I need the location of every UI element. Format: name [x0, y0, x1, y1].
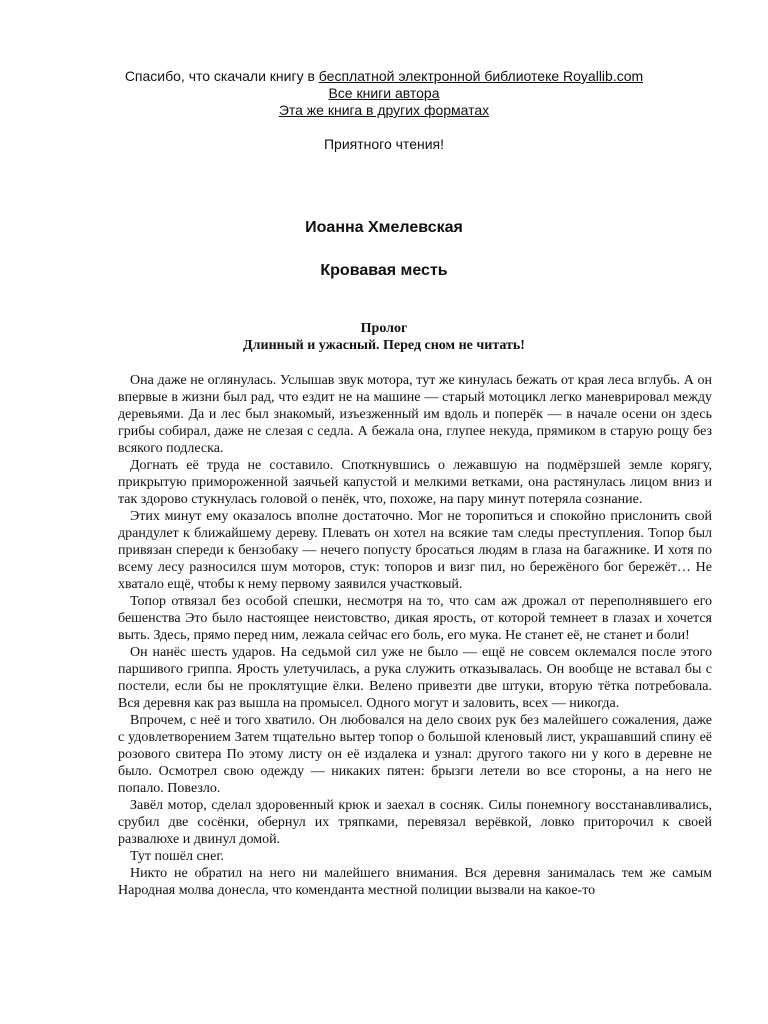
paragraph: Тут пошёл снег. [130, 849, 225, 864]
library-link[interactable]: бесплатной электронной библиотеке Royallib.com [318, 68, 644, 84]
download-header [0, 68, 768, 119]
paragraph: Она даже не оглянулась. Услышав звук мотора, тут же кинулась бежать от края леса вглубь. А он впервые в жизни был рад, что ездит не на машине — старый мотоцикл легко маневрировал между деревьями. Да и лес был знакомый, изъезженный им вдоль и поперёк — в начале осени он здесь грибы собирал, даже не слезая с седла. А бежала она, глупее некуда, прямиком в старую рощу без всякого подлеска. [118, 373, 712, 456]
paragraph: Топор отвязал без особой спешки, несмотря на то, что сам аж дрожал от переполнявшего его бешенства Это было настоящее неистовство, дикая ярость, от которой темнеет в глазах и хочется выть. Здесь, прямо перед ним, лежала сейчас его боль, его мука. Не станет её, не станет и боли! [118, 594, 712, 643]
paragraph: Впрочем, с неё и того хватило. Он любовался на дело своих рук без малейшего сожаления, даже с удовлетворением Затем тщательно вытер топор о большой кленовый лист, украшавший спину её розового свитера По этому листу он её издалека и узнал: другого такого ни у кого в деревне не было. Осмотрел свою одежду — никаких пятен: брызги летели во все стороны, а на него не попало. Повезло. [118, 713, 712, 796]
paragraph: Он нанёс шесть ударов. На седьмой сил уже не было — ещё не совсем оклемался после этого паршивого гриппа. Ярость улетучилась, а рука служить отказывалась. Он вообще не вставал бы с постели, если бы не проклятущие ёлки. Велено привезти две штуки, вторую тётка потребовала. Вся деревня как раз вышла на промысел. Одного могут и заловить, всех — никогда. [118, 645, 712, 711]
thanks-text: Спасибо, что скачали книгу в [124, 68, 319, 84]
section-title: Пролог [360, 321, 408, 336]
greeting-text: Приятного чтения! [323, 136, 444, 152]
body-text [118, 372, 712, 899]
paragraph: Никто не обратил на него ни малейшего внимания. Вся деревня занималась тем же самым Народная молва донесла, что коменданта местной полиции вызвали на какое-то [118, 866, 712, 898]
paragraph: Догнать её труда не составило. Споткнувшись о лежавшую на подмёрзшей земле корягу, прикрытую примороженной заячьей капустой и мелкими ветками, она растянулась лицом вниз и так здорово стукнулась головой о пенёк, что, похоже, на пару минут потеряла сознание. [118, 458, 712, 507]
paragraph: Завёл мотор, сделал здоровенный крюк и заехал в сосняк. Силы понемногу восстанавливались, срубил две сосёнки, обернул их тряпками, перевязал верёвкой, ловко приторочил к своей развалюхе и двинул домой. [118, 798, 712, 847]
thanks-line [0, 68, 768, 85]
section-subtitle: Длинный и ужасный. Перед сном не читать! [243, 338, 525, 353]
book-author: Иоанна Хмелевская [305, 219, 463, 236]
all-books-link[interactable]: Все книги автора [328, 85, 440, 101]
other-formats-link[interactable]: Эта же книга в других форматах [278, 102, 490, 118]
paragraph: Этих минут ему оказалось вполне достаточно. Мог не торопиться и спокойно прислонить свой драндулет к ближайшему дереву. Плевать он хотел на всякие там следы преступления. Топор был привязан спереди к бензобаку — нечего попусту бросаться людям в глаза на багажнике. И хотя по всему лесу разносился шум моторов, стук: топоров и визг пил, но бережёного бог бережёт… Не хватало ещё, чтобы к нему первому заявился участковый. [118, 509, 712, 592]
book-title: Кровавая месть [320, 262, 448, 279]
chapter-heading [0, 320, 768, 354]
